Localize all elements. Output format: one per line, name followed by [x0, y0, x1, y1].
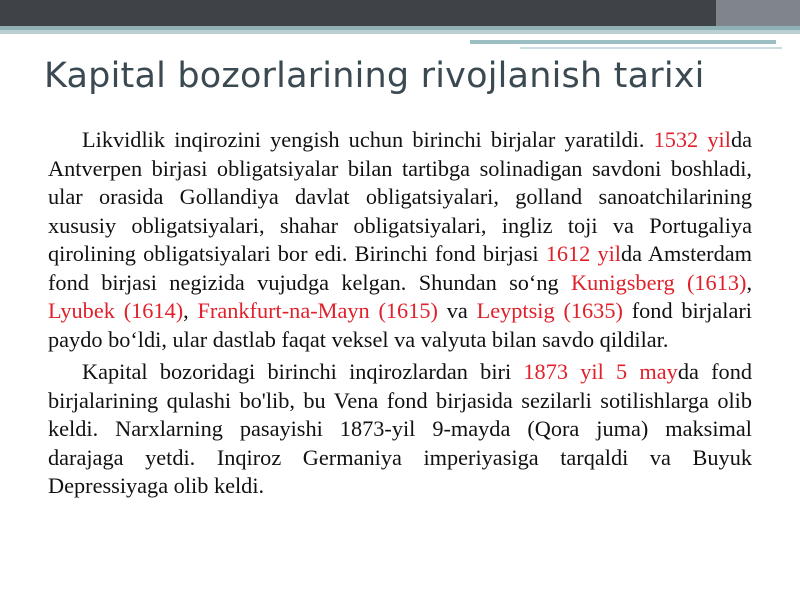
text-run: va — [437, 298, 477, 323]
text-run: , — [183, 298, 198, 323]
highlight-exchange: Leyptsig (1635) — [476, 298, 623, 323]
highlight-exchange: Frankfurt-na-Mayn (1615) — [197, 298, 438, 323]
paragraph-history — [48, 126, 752, 354]
highlight-year: 1612 yil — [545, 241, 621, 266]
highlight-year: 1532 yil — [653, 127, 731, 152]
slide-body — [48, 126, 752, 505]
decorative-stripe — [470, 40, 776, 44]
paragraph-crisis — [48, 358, 752, 501]
highlight-exchange: Kunigsberg (1613) — [571, 269, 747, 295]
header-band — [0, 0, 800, 26]
text-run: Likvidlik inqirozini yengish uchun birinchi birjalar yaratildi. — [82, 127, 654, 152]
text-run: , — [746, 269, 753, 295]
slide-title: Kapital bozorlarining rivojlanish tarixi — [44, 56, 705, 96]
header-band-accent — [716, 0, 800, 26]
header-divider-light — [0, 30, 800, 34]
text-run: fond birjalari paydo bo‘ldi, ular dastlab faqat veksel va valyuta bilan savdo qildilar. — [48, 298, 752, 352]
text-run: da fond birjalarining qulashi bo'lib, bu Vena fond birjasida sezilarli sotilishlarga olib keldi. Narxlarning pasayishi 1873-yil 9-mayda (Qora juma) maksimal darajaga yetdi. Inqiroz Germaniya imperiyasiga tarqaldi va Buyuk Depressiyaga olib keldi. — [48, 359, 752, 498]
text-run: da Amsterdam fond birjasi negizida vujudga kelgan. Shundan so‘ng — [48, 241, 752, 295]
highlight-date: 1873 yil 5 may — [523, 359, 678, 384]
text-run: da Antverpen birjasi obligatsiyalar bilan tartibga solinadigan savdoni boshladi, ular orasida Gollandiya davlat obligatsiyalari, golland sanoatchilarining xususiy obligatsiyalari, shahar obligatsiyalari, ingliz toji va Portugaliya qirolining obligatsiyalari bor edi. Birinchi fond birjasi — [48, 127, 752, 266]
decorative-stripe-thin — [520, 47, 782, 49]
text-run: Kapital bozoridagi birinchi inqirozlardan biri — [82, 359, 524, 384]
highlight-exchange: Lyubek (1614) — [48, 298, 184, 323]
